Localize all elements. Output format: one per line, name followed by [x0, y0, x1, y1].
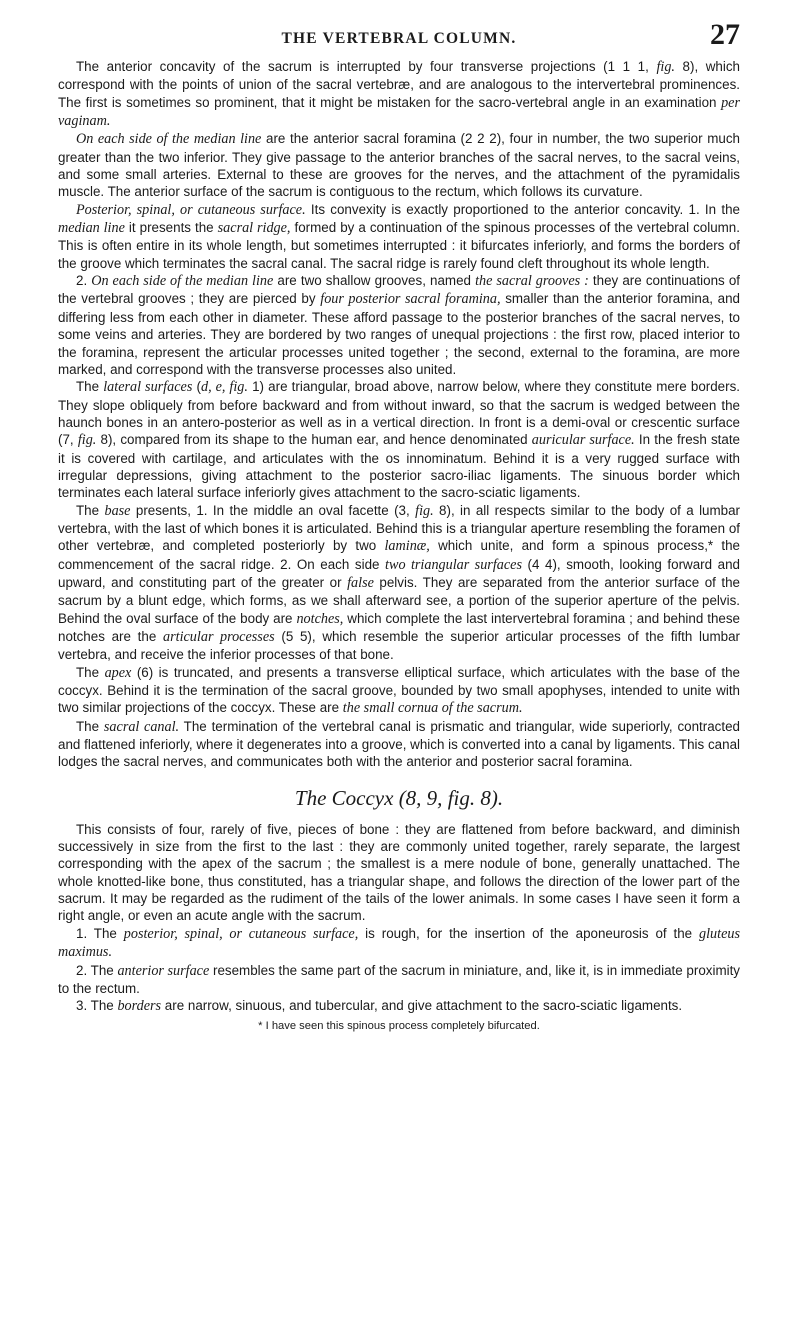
italic-run: false — [347, 574, 374, 591]
paragraph-coccyx-intro: This consists of four, rarely of five, pieces of bone : they are flattened from before backward, and diminish successively in size from the first to the last : they are commonly united together, rarely separate, the largest corresponding with the apex of the sacrum ; the smallest is a mere nodule of bone, generally unattached. The whole knotted-like bone, thus constituted, has a triangular shape, and follows the direction of the lower part of the sacrum. It may be regarded as the rudiment of the tails of the lower animals. In some cases I have seen it form a right angle, or even an acute angle with the sacrum. — [58, 821, 740, 924]
italic-run: borders — [117, 998, 162, 1015]
paragraph-coccyx-anterior: 2. The anterior surface resembles the same part of the sacrum in miniature, and, like it, is in immediate proximity to the rectum. — [58, 962, 740, 996]
italic-run: sacral canal. — [103, 718, 180, 735]
body-text — [58, 58, 740, 1016]
page-number: 27 — [710, 18, 740, 51]
italic-run: The Coccyx — [294, 785, 394, 810]
italic-run: sacral ridge, — [217, 220, 291, 237]
italic-run: lateral surfaces — [103, 379, 193, 396]
italic-run: On each side of the median line — [91, 273, 274, 290]
paragraph-anterior-concavity: The anterior concavity of the sacrum is interrupted by four transverse projections (1 1 1, fig. 8), which correspond with the points of union of the sacral vertebræ, and are analogous to the intervertebral prominences. The first is sometimes so prominent, that it might be mistaken for the sacro-vertebral angle in an examination per vaginam. — [58, 59, 740, 130]
italic-run: two triangular surfaces — [385, 556, 522, 573]
italic-run: anterior surface — [117, 962, 210, 979]
italic-run: auricular surface. — [531, 432, 635, 449]
footnote: * I have seen this spinous process completely bifurcated. — [258, 1019, 540, 1032]
italic-run: median line — [58, 220, 125, 237]
paragraph-lateral-surfaces: The lateral surfaces (d, e, fig. 1) are triangular, broad above, narrow below, where they constitute mere borders. They slope obliquely from before backward and from without inward, so that the sacrum is wedged between the haunch bones in an antero-posterior as well as in a vertical direction. In front is a demi-oval or crescentic surface (7, fig. 8), compared from its shape to the human ear, and hence denominated auricular surface. In the fresh state it is covered with cartilage, and articulates with the os innominatum. Behind it is a very rugged surface with irregular depressions, giving attachment to the posterior sacro-iliac ligaments. The sinuous border which terminates each lateral surface inferiorly gives attachment to the sacro-sciatic ligaments. — [58, 379, 740, 501]
coccyx-section — [58, 821, 740, 1016]
paragraph-coccyx-posterior: 1. The posterior, spinal, or cutaneous surface, is rough, for the insertion of the aponeurosis of the gluteus maximus. — [58, 925, 740, 961]
italic-run: laminæ, — [384, 538, 430, 555]
running-head — [58, 18, 740, 58]
italic-run: per vaginam. — [58, 94, 740, 130]
italic-run: posterior, spinal, or cutaneous surface, — [123, 925, 359, 942]
italic-run: apex — [104, 664, 132, 681]
paragraph-base: The base presents, 1. In the middle an oval facette (3, fig. 8), in all respects similar to the body of a lumbar vertebra, with the last of which bones it is articulated. Behind this is a triangular aperture resembling the foramen of other vertebræ, and completed posteriorly by two laminæ, which unite, and form a spinous process,* the commencement of the sacral ridge. 2. On each side two triangular surfaces (4 4), smooth, looking forward and upward, and constituting part of the greater or false pelvis. They are separated from the anterior surface of the sacrum by a blunt edge, which forms, as we shall afterward see, a portion of the superior aperture of the pelvis. Behind the oval surface of the body are notches, which complete the last intervertebral foramina ; and behind these notches are the articular processes (5 5), which resemble the superior articular processes of the fifth lumbar vertebra, and receive the inferior processes of that bone. — [58, 502, 741, 663]
italic-run: the small cornua of the sacrum. — [342, 700, 523, 717]
italic-run: On each side of the median line — [76, 131, 262, 148]
italic-run: base — [104, 502, 131, 519]
italic-run: Posterior, spinal, or cutaneous surface. — [76, 201, 306, 218]
italic-run: d, e, fig. — [200, 379, 248, 396]
italic-run: four posterior sacral foramina, — [320, 291, 501, 308]
running-title: THE VERTEBRAL COLUMN. — [281, 30, 517, 47]
italic-run: the sacral grooves : — [475, 273, 589, 290]
italic-run: fig. — [447, 785, 476, 810]
italic-run: fig. — [77, 432, 97, 449]
italic-run: fig. — [415, 502, 434, 519]
italic-run: articular processes — [163, 629, 275, 645]
italic-run: notches, — [296, 610, 344, 627]
paragraph-apex: The apex (6) is truncated, and presents a transverse elliptical surface, which articulates with the base of the coccyx. Behind it is the termination of the sacral groove, bounded by two small apophyses, intended to unite with two similar projections of the coccyx. These are the small cornua of the sacrum. — [58, 664, 740, 717]
paragraph-coccyx-borders: 3. The borders are narrow, sinuous, and tubercular, and give attachment to the sacro-sciatic ligaments. — [76, 998, 683, 1015]
italic-run: gluteus maximus. — [58, 925, 740, 961]
section-heading-coccyx: The Coccyx (8, 9, fig. 8). — [294, 785, 504, 810]
paragraph-posterior-surface: Posterior, spinal, or cutaneous surface. Its convexity is exactly proportioned to the anterior concavity. 1. In the median line it presents the sacral ridge, formed by a continuation of the spinous processes of the vertebral column. This is often entire in its whole length, but sometimes interrupted : it bifurcates inferiorly, and forms the borders of the groove which terminates the sacral canal. The sacral ridge is rarely found cleft throughout its whole length. — [58, 201, 740, 271]
sacrum-section — [58, 58, 740, 771]
italic-run: fig. — [656, 59, 675, 75]
paragraph-sacral-grooves: 2. On each side of the median line are two shallow grooves, named the sacral grooves : they are continuations of the vertebral grooves ; they are pierced by four posterior sacral foramina, smaller than the anterior foramina, and differing less from each other in diameter. These afford passage to the posterior branches of the sacral nerves, to some veins and arteries. They are bordered by two ranges of unequal projections : the first row, placed interior to the foramina, represent the articular processes united together ; the second, external to the foramina, are more marked, and correspond with the transverse processes also united. — [58, 273, 741, 377]
paragraph-anterior-foramina: On each side of the median line are the anterior sacral foramina (2 2 2), four in number, the two superior much greater than the two inferior. They give passage to the anterior branches of the sacral nerves, to the sacral veins, and some small arteries. External to these are grooves for the nerves, and the attachment of the pyramidalis muscle. The anterior surface of the sacrum is contiguous to the rectum, which follows its curvature. — [58, 131, 740, 200]
paragraph-sacral-canal: The sacral canal. The termination of the vertebral canal is prismatic and triangular, wide superiorly, contracted and flattened inferiorly, where it degenerates into a groove, which is converted into a canal by ligaments. This canal lodges the sacral nerves, and communicates both with the anterior and posterior sacral foramina. — [58, 718, 740, 770]
